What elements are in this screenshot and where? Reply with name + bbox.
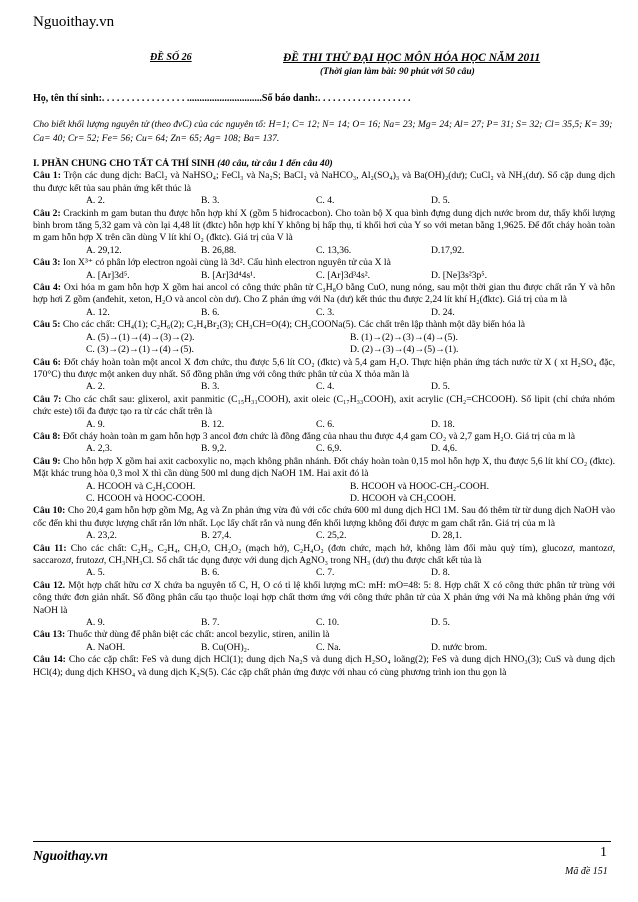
section-heading	[33, 158, 615, 170]
answer-options	[33, 530, 615, 542]
question-text	[33, 431, 615, 443]
question-body: Ion X³⁺ có phân lớp electron ngoài cùng là 3d². Cấu hình electron nguyên tử của X là	[62, 257, 391, 269]
question-label: Câu 1:	[33, 170, 61, 182]
question-label: Câu 8:	[33, 430, 61, 442]
answer-option: D. HCOOH và CH₃COOH.	[350, 492, 456, 504]
candidate-info-line: Họ, tên thí sinh:. . . . . . . . . . . . . . . . . ..............................Số báo danh:. . . . . . . . . . . . . . . . . . .	[33, 93, 411, 104]
answer-option: A. 23,2.	[86, 530, 117, 542]
answer-option: C. [Ar]3d³4s².	[316, 269, 370, 281]
question-body: Một hợp chất hữu cơ X chứa ba nguyên tố C, H, O có tỉ lệ khối lượng mC: mH: mO=48: 5: 8. Hợp chất X có công thức phân tử trùng với công thức đơn giản nhất. Số đồng phân cấu tạo thuộc loại hợp chất thơm ứng với công thức phân tử của X phản ứng với Na mà không phản ứng với NaOH là	[33, 579, 615, 616]
answer-option: C. 4.	[316, 195, 335, 207]
answer-options	[33, 381, 615, 393]
answer-options	[33, 332, 615, 344]
question-text	[33, 580, 615, 617]
question-text	[33, 282, 615, 307]
question-text	[33, 208, 615, 245]
answer-options	[33, 481, 615, 493]
answer-options	[33, 642, 615, 654]
question-body: Cho các chất sau: glixerol, axit panmitic (C₁₅H₃₁COOH), axit oleic (C₁₇H₃₃COOH), axit acrylic (CH₂=CHCOOH). Số lipit (chỉ chứa nhóm chức este) tối đa được tạo ra từ các chất trên là	[33, 393, 615, 418]
answer-option: C. 4.	[316, 381, 335, 393]
question-text	[33, 394, 615, 419]
answer-option: B. 6.	[201, 306, 220, 318]
answer-option: A. [Ar]3d⁵.	[86, 269, 130, 281]
question-label: Câu 10:	[33, 505, 66, 517]
exam-duration: (Thời gian làm bài: 90 phút với 50 câu)	[320, 67, 475, 77]
question-label: Câu 5:	[33, 319, 61, 331]
question-block	[33, 580, 615, 630]
exam-title: ĐỀ THI THỬ ĐẠI HỌC MÔN HÓA HỌC NĂM 2011	[283, 52, 541, 64]
answer-option: D. 8.	[431, 567, 450, 579]
answer-option: B. 3.	[201, 195, 220, 207]
answer-option: A. 12.	[86, 306, 110, 318]
answer-option: C. HCOOH và HOOC-COOH.	[86, 492, 206, 504]
exam-code: ĐỀ SỐ 26	[150, 52, 192, 63]
question-body: Cho 20,4 gam hỗn hợp gồm Mg, Ag và Zn phản ứng vừa đủ với cốc chứa 600 ml dung dịch HCl 1M. Sau đó thêm từ từ dung dịch NaOH vào cốc đến khi thu được lượng chất rắn lớn nhất. Lọc lấy chất rắn và nung đến khối lượng không đổi được m gam chất rắn. Giá trị của m là	[33, 505, 615, 529]
answer-options	[33, 344, 615, 356]
answer-option: B. 3.	[201, 381, 220, 393]
answer-option: B. HCOOH và HOOC-CH₂-COOH.	[350, 480, 489, 492]
answer-options	[33, 270, 615, 282]
answer-option: C. 25,2.	[316, 530, 347, 542]
question-text	[33, 357, 615, 382]
answer-option: D. 5.	[431, 195, 450, 207]
answer-options	[33, 567, 615, 579]
site-header: Nguoithay.vn	[33, 14, 115, 30]
answer-options	[33, 419, 615, 431]
question-list	[33, 158, 615, 679]
answer-option: B. Cu(OH)₂.	[201, 641, 250, 653]
answer-option: A. 2.	[86, 195, 105, 207]
answer-option: A. HCOOH và C₂H₅COOH.	[86, 480, 196, 492]
exam-code-footer: Mã đề 151	[565, 866, 608, 877]
question-block	[33, 208, 615, 258]
question-label: Câu 3:	[33, 257, 61, 269]
question-block	[33, 257, 615, 282]
question-block	[33, 431, 615, 456]
answer-option: D. nước brom.	[431, 641, 488, 653]
answer-option: A. 29,12.	[86, 244, 122, 256]
question-block	[33, 505, 615, 542]
answer-options	[33, 493, 615, 505]
answer-option: C. 7.	[316, 567, 335, 579]
answer-option: B. 12.	[201, 418, 225, 430]
question-block	[33, 170, 615, 207]
answer-option: C. (3)→(2)→(1)→(4)→(5).	[86, 344, 194, 356]
question-body: Đốt cháy hoàn toàn m gam hỗn hợp 3 ancol đơn chức là đồng đẳng của nhau thu được 4,4 gam CO₂ và 2,7 gam H₂O. Giá trị của m là	[62, 430, 576, 442]
question-label: Câu 2:	[33, 207, 61, 219]
question-block	[33, 319, 615, 356]
question-block	[33, 654, 615, 679]
answer-option: A. 5.	[86, 567, 105, 579]
section-note: (40 câu, từ câu 1 đến câu 40)	[217, 158, 333, 169]
answer-options	[33, 195, 615, 207]
answer-option: C. 13,36.	[316, 244, 352, 256]
question-block	[33, 543, 615, 580]
answer-option: C. Na.	[316, 641, 341, 653]
questions-container	[33, 170, 615, 679]
answer-option: C. 10.	[316, 617, 340, 629]
answer-option: D. 4,6.	[431, 443, 458, 455]
answer-option: B. [Ar]3d⁴4s¹.	[201, 269, 256, 281]
question-block	[33, 282, 615, 319]
question-text	[33, 319, 615, 331]
answer-option: A. (5)→(1)→(4)→(3)→(2).	[86, 331, 195, 343]
answer-option: A. 2,3.	[86, 443, 113, 455]
question-body: Đốt cháy hoàn toàn một ancol X đơn chức, thu được 5,6 lít CO₂ (đktc) và 5,4 gam H₂O. Thực hiện phản ứng tách nước từ X ( xt H₂SO₄ đặc, 170°C) thu được một anken duy nhất. Số đồng phân ứng với công thức phân tử của X thỏa mãn là	[33, 356, 615, 380]
answer-options	[33, 245, 615, 257]
answer-option: B. 27,4.	[201, 530, 232, 542]
footer-site: Nguoithay.vn	[33, 848, 108, 863]
answer-option: D. 28,1.	[431, 530, 462, 542]
answer-option: B. 7.	[201, 617, 220, 629]
answer-options	[33, 443, 615, 455]
question-block	[33, 456, 615, 506]
page-number: 1	[600, 845, 607, 860]
answer-option: D. 5.	[431, 381, 450, 393]
answer-option: B. 26,88.	[201, 244, 237, 256]
question-body: Cho hỗn hợp X gồm hai axit cacboxylic no, mạch không phân nhánh. Đốt cháy hoàn toàn 0,15 mol hỗn hợp X, thu được 5,6 lít khí CO₂ (đktc). Mặt khác trung hòa 0,3 mol X thì cần dùng 500 ml dung dịch NaOH 1M. Hai axit đó là	[33, 455, 616, 480]
question-block	[33, 394, 615, 431]
question-body: Oxi hóa m gam hỗn hợp X gồm hai ancol có công thức phân tử C₃H₈O bằng CuO, nung nóng, sau một thời gian thu được chất rắn Y và hỗn hợp hơi Z gồm (anđehit, xeton, H₂O và ancol còn dư). Cho Z phản ứng với Na (dư) kết thúc thu được 2,24 lít khí H₂(đktc). Giá trị của m là	[33, 282, 615, 306]
question-label: Câu 9:	[33, 455, 61, 467]
footer-divider	[33, 841, 611, 842]
question-text	[33, 257, 615, 269]
answer-option: D.17,92.	[431, 244, 465, 256]
question-body: Cho các cặp chất: FeS và dung dịch HCl(1); dung dịch Na₂S và dung dịch H₂SO₄ loãng(2); FeS và dung dịch HNO₃(3); CuS và dung dịch HCl(4); dung dịch KHSO₄ và dung dịch K₂S(5). Các cặp chất phản ứng được với nhau có cùng phương trình ion thu gọn là	[33, 654, 616, 678]
answer-options	[33, 307, 615, 319]
question-label: Câu 11:	[33, 542, 67, 554]
question-label: Câu 13:	[33, 629, 66, 641]
question-block	[33, 357, 615, 394]
answer-option: C. 6.	[316, 418, 335, 430]
question-body: Cho các chất: CH₄(1); C₂H₆(2); C₂H₄Br₂(3); CH₃CH=O(4); CH₃COONa(5). Các chất trên lập thành một dãy biến hóa là	[62, 319, 526, 331]
answer-option: D. 24.	[431, 306, 455, 318]
answer-option: B. 6.	[201, 567, 220, 579]
answer-option: C. 3.	[316, 306, 335, 318]
answer-options	[33, 617, 615, 629]
question-text	[33, 629, 615, 641]
question-text	[33, 456, 615, 481]
question-label: Câu 6:	[33, 356, 61, 368]
question-text	[33, 654, 615, 679]
answer-option: A. 9.	[86, 617, 105, 629]
question-label: Câu 12.	[33, 579, 66, 591]
question-body: Crackinh m gam butan thu được hỗn hợp khí X (gồm 5 hiđrocacbon). Cho toàn bộ X qua bình đựng dung dịch nước brom dư, thấy khối lượng bình brom tăng 5,32 gam và còn lại 4,48 lít (đktc) hỗn hợp khí Y không bị hấp thụ, tỉ khối hơi của Y so với metan bằng 1,9625. Để đốt cháy hoàn toàn m gam hỗn hợp X trên cần dùng V lít khí O₂ (đktc). Giá trị của V là	[33, 207, 615, 244]
answer-option: D. 18.	[431, 418, 455, 430]
question-text	[33, 505, 615, 530]
answer-option: D. 5.	[431, 617, 450, 629]
answer-option: A. 2.	[86, 381, 105, 393]
question-label: Câu 14:	[33, 654, 66, 666]
question-text	[33, 170, 615, 195]
question-label: Câu 7:	[33, 393, 62, 405]
question-text	[33, 543, 615, 568]
answer-option: B. 9,2.	[201, 443, 227, 455]
question-body: Cho các chất: C₂H₂, C₂H₄, CH₂O, CH₂O₂ (mạch hở), C₂H₄O₂ (đơn chức, mạch hở, không làm đổi màu quỳ tím), glucozơ, mantozơ, saccarozơ, frutozơ, CH₃NH₃Cl. Số chất tác dụng được với dung dịch AgNO₃ trong NH₃ (dư) thu được chất kết tủa là	[33, 542, 616, 566]
answer-option: C. 6,9.	[316, 443, 342, 455]
answer-option: A. 9.	[86, 418, 105, 430]
atomic-mass-note: Cho biết khối lượng nguyên tử (theo đvC) của các nguyên tố: H=1; C= 12; N= 14; O= 16; Na= 23; Mg= 24; Al= 27; P= 31; S= 32; Cl= 35,5; K= 39; Ca= 40; Cr= 52; Fe= 56; Cu= 64; Zn= 65; Ag= 108; Ba= 137.	[33, 120, 613, 144]
answer-option: D. [Ne]3s²3p⁵.	[431, 269, 488, 281]
question-body: Trộn các dung dịch: BaCl₂ và NaHSO₄; FeCl₃ và Na₂S; BaCl₂ và NaHCO₃, Al₂(SO₄)₃ và Ba(OH)₂(dư); CuCl₂ và NH₃(dư). Số cặp dung dịch thu được kết tủa sau phản ứng kết thúc là	[33, 170, 616, 194]
question-body: Thuốc thử dùng để phân biệt các chất: ancol bezylic, stiren, anilin là	[67, 629, 330, 641]
answer-option: D. (2)→(3)→(4)→(5)→(1).	[350, 344, 459, 356]
question-label: Câu 4:	[33, 282, 61, 294]
answer-option: B. (1)→(2)→(3)→(4)→(5).	[350, 331, 458, 343]
answer-option: A. NaOH.	[86, 641, 126, 653]
question-block	[33, 629, 615, 654]
section-title: I. PHẦN CHUNG CHO TẤT CẢ THÍ SINH	[33, 158, 215, 169]
